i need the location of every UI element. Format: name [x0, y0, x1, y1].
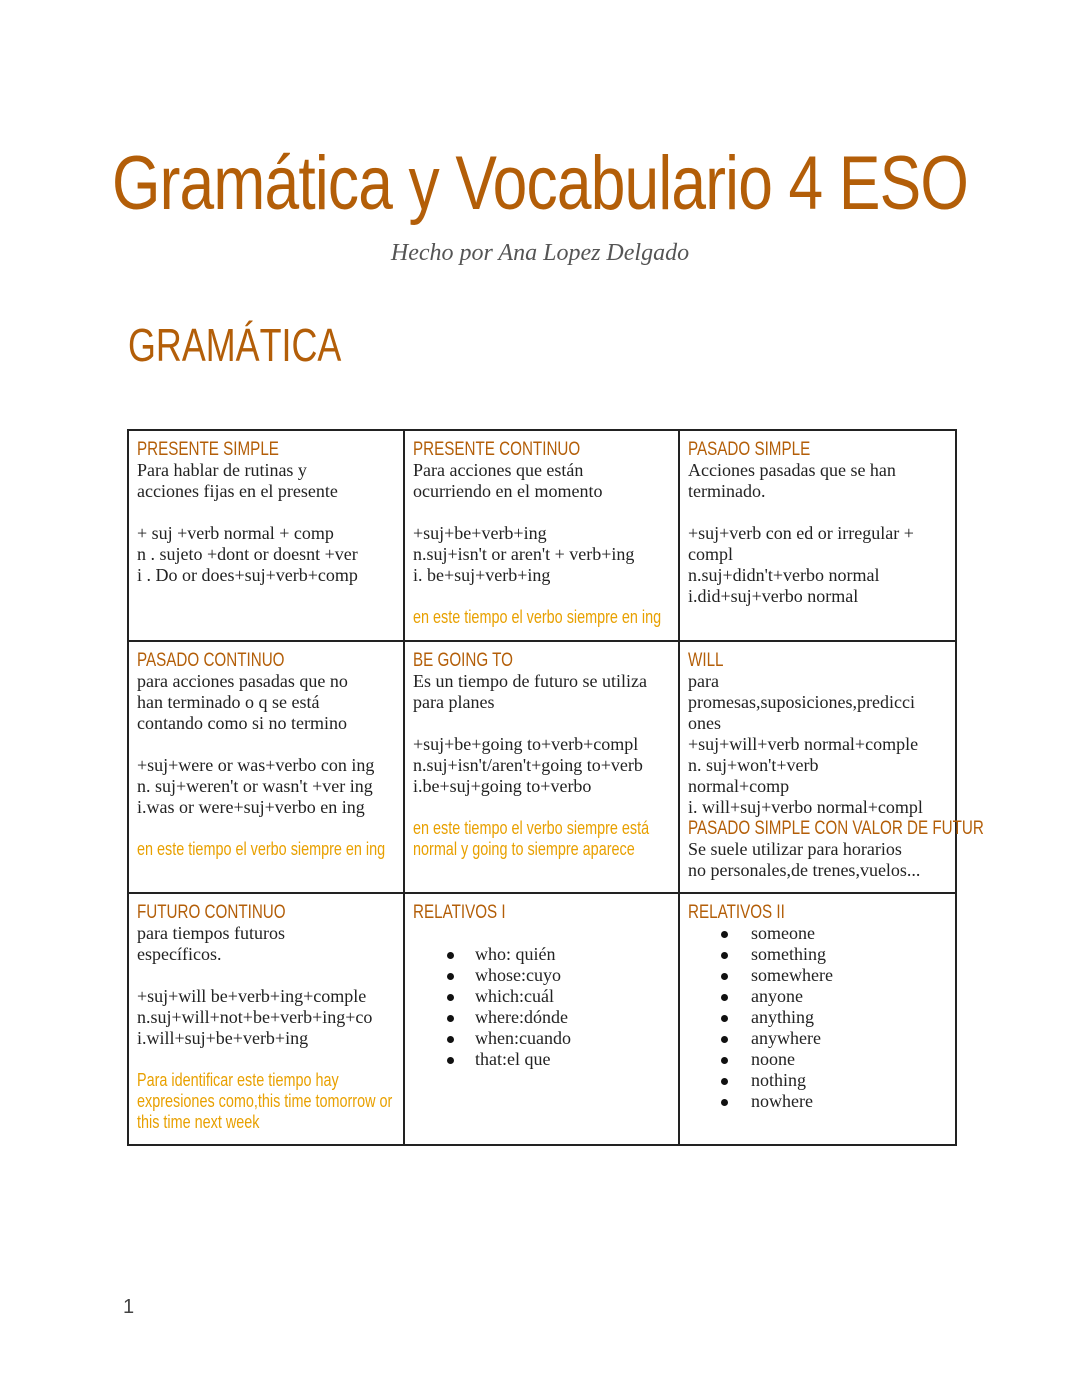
grammar-table [127, 429, 984, 1146]
list-item: nothing [688, 1070, 947, 1091]
rule-negative: n . sujeto +dont or doesnt +ver [137, 544, 358, 564]
cell-desc-line: acciones fijas en el presente [137, 481, 338, 501]
rule-negative: n. suj+won't+verb [688, 755, 819, 775]
list-item: someone [688, 923, 947, 944]
rule-negative: n.suj+will+not+be+verb+ing+co [137, 1007, 373, 1027]
cell-note: normal y going to siempre aparece [413, 839, 635, 859]
rule-negative: n.suj+isn't/aren't+going to+verb [413, 755, 643, 775]
cell-heading: BE GOING TO [413, 650, 513, 671]
relatives-list [688, 923, 947, 1112]
document-title: Gramática y Vocabulario 4 ESO [111, 141, 969, 226]
rule-negative: n.suj+didn't+verbo normal [688, 565, 880, 585]
cell-desc-line: promesas,suposiciones,predicci [688, 692, 915, 712]
rule-affirmative: +suj+will+verb normal+comple [688, 734, 919, 754]
cell-desc-line: contando como si no termino [137, 713, 347, 733]
rule-interrogative: i. be+suj+verb+ing [413, 565, 551, 585]
list-item: nowhere [688, 1091, 947, 1112]
rule-negative-cont: normal+comp [688, 776, 790, 796]
rule-interrogative: i.will+suj+be+verb+ing [137, 1028, 309, 1048]
cell-desc-line: terminado. [688, 481, 766, 501]
cell-desc-line: Para hablar de rutinas y [137, 460, 307, 480]
cell-be-going-to [404, 641, 679, 893]
cell-desc-line: Acciones pasadas que se han [688, 460, 896, 480]
rule-affirmative: + suj +verb normal + comp [137, 523, 334, 543]
cell-pasado-simple [679, 430, 956, 641]
section-heading: GRAMÁTICA [128, 319, 342, 371]
rule-interrogative: i . Do or does+suj+verb+comp [137, 565, 358, 585]
rule-affirmative-cont: compl [688, 544, 733, 564]
cell-heading: RELATIVOS II [688, 902, 785, 923]
rule-negative: n. suj+weren't or wasn't +ver ing [137, 776, 373, 796]
cell-heading: PRESENTE SIMPLE [137, 439, 279, 460]
list-item: anywhere [688, 1028, 947, 1049]
cell-pasado-continuo [128, 641, 404, 893]
cell-desc-line: ones [688, 713, 721, 733]
rule-interrogative: i. will+suj+verbo normal+compl [688, 797, 923, 817]
list-item: somewhere [688, 965, 947, 986]
list-item: where:dónde [413, 1007, 670, 1028]
cell-futuro-continuo [128, 893, 404, 1145]
cell-heading: FUTURO CONTINUO [137, 902, 286, 923]
cell-desc-line: para planes [413, 692, 495, 712]
rule-affirmative: +suj+were or was+verbo con ing [137, 755, 375, 775]
rule-affirmative: +suj+be+going to+verb+compl [413, 734, 639, 754]
list-item: whose:cuyo [413, 965, 670, 986]
cell-desc-line: Para acciones que están [413, 460, 584, 480]
cell-heading: RELATIVOS I [413, 902, 506, 923]
cell-note: en este tiempo el verbo siempre está [413, 818, 650, 838]
rule-interrogative: i.did+suj+verbo normal [688, 586, 859, 606]
list-item: noone [688, 1049, 947, 1070]
cell-presente-continuo [404, 430, 679, 641]
cell-desc-line: ocurriendo en el momento [413, 481, 603, 501]
list-item: who: quién [413, 944, 670, 965]
list-item: anyone [688, 986, 947, 1007]
cell-heading: PASADO SIMPLE [688, 439, 811, 460]
list-item: something [688, 944, 947, 965]
document-subtitle: Hecho por Ana Lopez Delgado [390, 240, 690, 266]
cell-desc-line: para tiempos futuros [137, 923, 285, 943]
rule-affirmative: +suj+will be+verb+ing+comple [137, 986, 367, 1006]
cell-subheading: PASADO SIMPLE CON VALOR DE FUTUR [688, 818, 984, 839]
cell-heading: PRESENTE CONTINUO [413, 439, 581, 460]
cell-relativos-1 [404, 893, 679, 1145]
list-item: which:cuál [413, 986, 670, 1007]
cell-desc-line: para acciones pasadas que no [137, 671, 348, 691]
cell-note: en este tiempo el verbo siempre en ing [137, 839, 386, 859]
list-item: anything [688, 1007, 947, 1028]
cell-note: this time next week [137, 1112, 260, 1132]
list-item: that:el que [413, 1049, 670, 1070]
cell-subdesc-line: no personales,de trenes,vuelos... [688, 860, 921, 880]
list-item: when:cuando [413, 1028, 670, 1049]
cell-presente-simple [128, 430, 404, 641]
page-number: 1 [123, 1296, 135, 1318]
cell-desc-line: para [688, 671, 719, 691]
rule-interrogative: i.be+suj+going to+verbo [413, 776, 592, 796]
cell-desc-line: Es un tiempo de futuro se utiliza [413, 671, 647, 691]
cell-note: expresiones como,this time tomorrow or [137, 1091, 393, 1111]
cell-note: Para identificar este tiempo hay [137, 1070, 339, 1090]
cell-heading: WILL [688, 650, 724, 671]
rule-interrogative: i.was or were+suj+verbo en ing [137, 797, 365, 817]
cell-relativos-2 [679, 893, 956, 1145]
cell-desc-line: específicos. [137, 944, 222, 964]
rule-affirmative: +suj+be+verb+ing [413, 523, 547, 543]
rule-negative: n.suj+isn't or aren't + verb+ing [413, 544, 635, 564]
cell-desc-line: han terminado o q se está [137, 692, 320, 712]
rule-affirmative: +suj+verb con ed or irregular + [688, 523, 914, 543]
cell-will [679, 641, 984, 893]
cell-note: en este tiempo el verbo siempre en ing [413, 607, 662, 627]
cell-heading: PASADO CONTINUO [137, 650, 285, 671]
relatives-list [413, 944, 670, 1070]
cell-subdesc-line: Se suele utilizar para horarios [688, 839, 902, 859]
